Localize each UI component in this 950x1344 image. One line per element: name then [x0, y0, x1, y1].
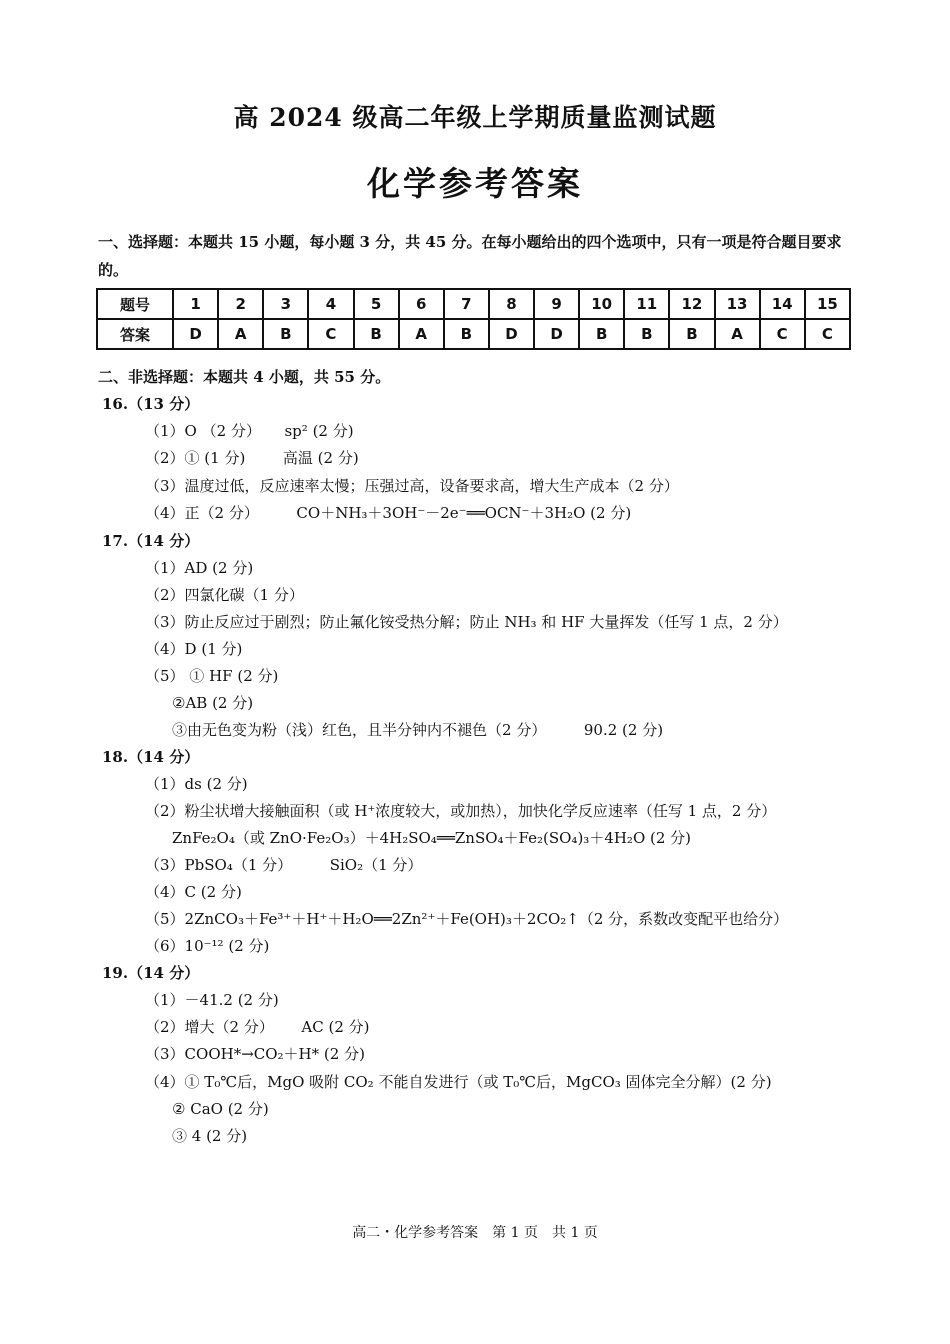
q18-title: 18.（14 分）: [102, 748, 200, 766]
number-label: 题号: [97, 289, 173, 319]
q18-line3: [145, 854, 422, 875]
q19-title: 19.（14 分）: [102, 964, 200, 982]
q18-answer-5: （5）2ZnCO₃＋Fe³⁺＋H⁺＋H₂O══2Zn²⁺＋Fe(OH)₃＋2CO₂↑（2 分，系数改变配平也给分）: [145, 910, 789, 928]
q19-line2: [145, 1016, 370, 1037]
answer-cell: B: [579, 319, 624, 349]
answer-cell: B: [263, 319, 308, 349]
number-cell: 9: [534, 289, 579, 319]
exam-title: 高 2024 级高二年级上学期质量监测试题: [233, 103, 717, 132]
q17-line-5-3: [172, 719, 663, 740]
answer-cell: C: [308, 319, 353, 349]
number-cell: 15: [805, 289, 850, 319]
number-cell: 8: [489, 289, 534, 319]
q17-answer-1: （1）AD (2 分): [145, 559, 254, 577]
number-cell: 14: [760, 289, 805, 319]
number-cell: 10: [579, 289, 624, 319]
answer-cell: A: [715, 319, 760, 349]
q16-answer-4b: CO＋NH₃＋3OH⁻－2e⁻══OCN⁻＋3H₂O (2 分): [296, 504, 632, 522]
q19-answer-2b: AC (2 分): [301, 1018, 370, 1036]
number-cell: 5: [354, 289, 399, 319]
q17-answer-4: （4）D (1 分): [145, 640, 243, 658]
q18-answer-4: （4）C (2 分): [145, 883, 242, 901]
q16-title: 16.（13 分）: [102, 395, 200, 413]
answer-cell: A: [218, 319, 263, 349]
q19-answer-2a: （2）增大（2 分）: [145, 1018, 274, 1036]
answer-label: 答案: [97, 319, 173, 349]
section1-heading: 一、选择题：本题共 15 小题，每小题 3 分，共 45 分。在每小题给出的四个选项中，只有一项是符合题目要求的。: [98, 233, 842, 279]
q19-answer-1: （1）－41.2 (2 分): [145, 991, 279, 1009]
q19-answer-3: （3）COOH*→CO₂＋H* (2 分): [145, 1045, 365, 1063]
q16-answer-3: （3）温度过低，反应速率太慢；压强过高，设备要求高，增大生产成本（2 分）: [145, 477, 679, 495]
q18-answer-6: （6）10⁻¹² (2 分): [145, 937, 270, 955]
q17-answer-5-2: ②AB (2 分): [172, 694, 254, 712]
answer-table-answer-row: [97, 319, 850, 349]
answer-table: [96, 288, 851, 350]
q17-answer-5-3a: ③由无色变为粉（浅）红色，且半分钟内不褪色（2 分）: [172, 721, 547, 739]
answer-table-number-row: [97, 289, 850, 319]
q16-answer-1b: sp² (2 分): [284, 422, 354, 440]
q18-answer-3b: SiO₂（1 分）: [329, 856, 423, 874]
q16-line2: [145, 447, 359, 468]
q19-answer-4-3: ③ 4 (2 分): [172, 1127, 248, 1145]
number-cell: 13: [715, 289, 760, 319]
answer-cell: B: [354, 319, 399, 349]
page-footer: 高二・化学参考答案 第 1 页 共 1 页: [352, 1225, 598, 1241]
q16-answer-2b: 高温 (2 分): [282, 449, 359, 467]
number-cell: 7: [444, 289, 489, 319]
q16-answer-4a: （4）正（2 分）: [145, 504, 259, 522]
answer-cell: A: [399, 319, 444, 349]
q18-answer-2-eq: ZnFe₂O₄（或 ZnO·Fe₂O₃）＋4H₂SO₄══ZnSO₄＋Fe₂(SO₄)₃＋4H₂O (2 分): [172, 829, 692, 847]
answer-cell: B: [444, 319, 489, 349]
q18-answer-3a: （3）PbSO₄（1 分）: [145, 856, 293, 874]
q16-line4: [145, 502, 631, 523]
q18-answer-2: （2）粉尘状增大接触面积（或 H⁺浓度较大，或加热），加快化学反应速率（任写 1 点，2 分）: [145, 802, 777, 820]
section2-heading: 二、非选择题：本题共 4 小题，共 55 分。: [98, 368, 391, 386]
answer-cell: D: [534, 319, 579, 349]
answer-cell: C: [805, 319, 850, 349]
q17-answer-2: （2）四氯化碳（1 分）: [145, 586, 304, 604]
q19-answer-4: （4）① T₀℃后，MgO 吸附 CO₂ 不能自发进行（或 T₀℃后，MgCO₃ 固体完全分解）(2 分): [145, 1073, 772, 1091]
number-cell: 12: [669, 289, 714, 319]
answer-cell: B: [669, 319, 714, 349]
q17-title: 17.（14 分）: [102, 532, 200, 550]
answer-cell: D: [489, 319, 534, 349]
number-cell: 11: [624, 289, 669, 319]
q16-line1: [145, 420, 354, 441]
q17-answer-5: （5） ① HF (2 分): [145, 667, 279, 685]
number-cell: 3: [263, 289, 308, 319]
number-cell: 6: [399, 289, 444, 319]
q18-answer-1: （1）ds (2 分): [145, 775, 248, 793]
q16-answer-1a: （1）O （2 分）: [145, 422, 261, 440]
q16-answer-2a: （2）① (1 分): [145, 449, 246, 467]
number-cell: 4: [308, 289, 353, 319]
answer-key-title: 化学参考答案: [367, 164, 583, 203]
answer-cell: C: [760, 319, 805, 349]
q17-answer-5-3b: 90.2 (2 分): [583, 721, 664, 739]
q17-answer-3: （3）防止反应过于剧烈；防止氟化铵受热分解；防止 NH₃ 和 HF 大量挥发（任写 1 点，2 分）: [145, 613, 788, 631]
q19-answer-4-2: ② CaO (2 分): [172, 1100, 269, 1118]
number-cell: 1: [173, 289, 218, 319]
number-cell: 2: [218, 289, 263, 319]
answer-cell: D: [173, 319, 218, 349]
answer-cell: B: [624, 319, 669, 349]
